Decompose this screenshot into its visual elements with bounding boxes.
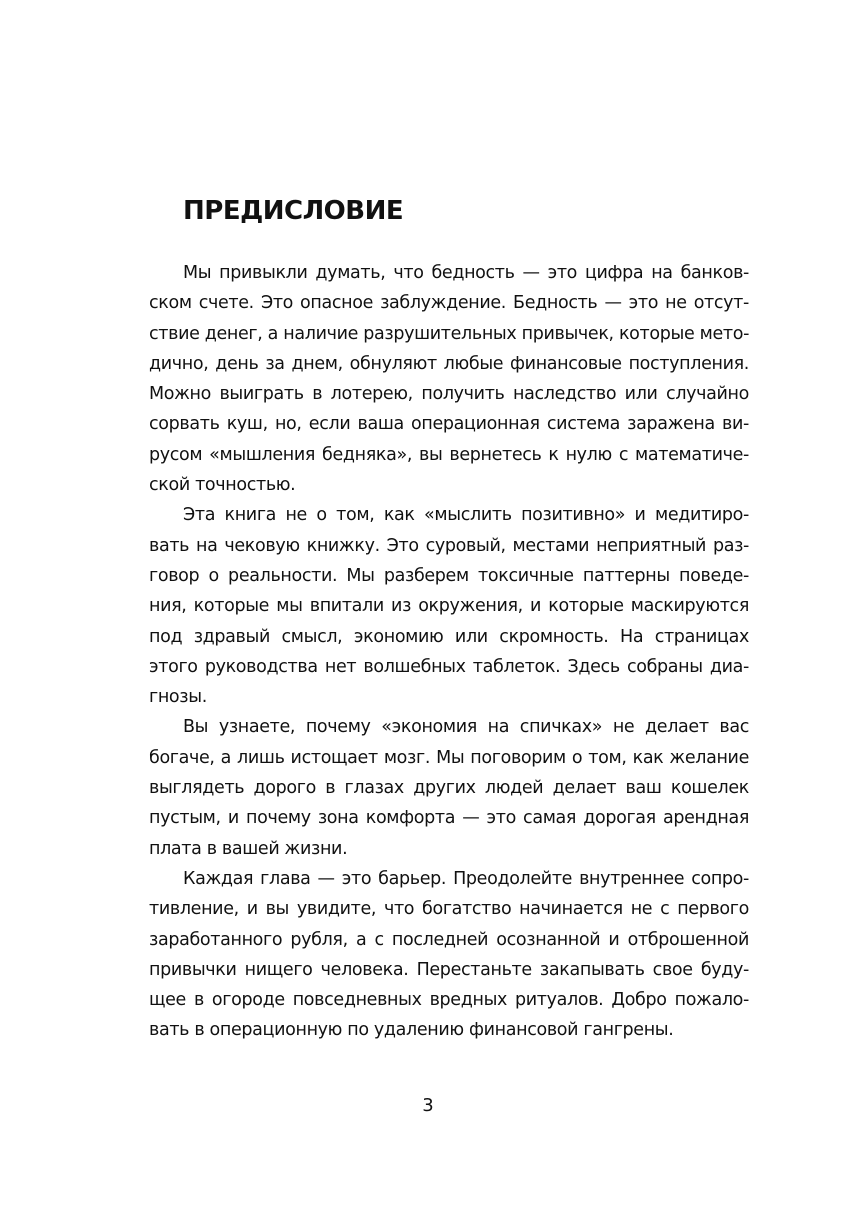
text-line: русом «мышления бедняка», вы вернетесь к нулю с математиче- bbox=[149, 444, 749, 465]
text-line: вать в операционную по удалению финансовой гангрены. bbox=[149, 1020, 674, 1041]
paragraph bbox=[149, 864, 749, 1046]
text-line: Каждая глава — это барьер. Преодолейте внутреннее сопро- bbox=[183, 868, 749, 889]
text-line: Мы привыкли думать, что бедность — это цифра на банков- bbox=[183, 263, 749, 283]
text-line: ском счете. Это опасное заблуждение. Бедность — это не отсут- bbox=[149, 293, 749, 314]
text-line: тивление, и вы увидите, что богатство начинается не с первого bbox=[149, 899, 749, 920]
text-line: этого руководства нет волшебных таблеток. Здесь собраны диа- bbox=[149, 656, 749, 677]
text-line: говор о реальности. Мы разберем токсичные паттерны поведе- bbox=[149, 565, 749, 586]
page-number: 3 bbox=[422, 1095, 434, 1116]
paragraph bbox=[149, 258, 749, 500]
paragraph bbox=[149, 500, 749, 712]
text-line: ствие денег, а наличие разрушительных привычек, которые мето- bbox=[149, 323, 750, 344]
text-line: выглядеть дорого в глазах других людей делает ваш кошелек bbox=[149, 778, 749, 799]
text-line: богаче, а лишь истощает мозг. Мы поговорим о том, как желание bbox=[149, 747, 749, 768]
text-line: гнозы. bbox=[149, 687, 207, 708]
text-line: Можно выиграть в лотерею, получить наследство или случайно bbox=[149, 384, 749, 405]
chapter-heading: ПРЕДИСЛОВИЕ bbox=[183, 196, 404, 226]
text-line: дично, день за днем, обнуляют любые финансовые поступления. bbox=[149, 353, 749, 374]
text-line: ской точностью. bbox=[149, 475, 296, 496]
text-line: ния, которые мы впитали из окружения, и которые маскируются bbox=[149, 596, 749, 617]
paragraph bbox=[149, 712, 749, 863]
text-line: привычки нищего человека. Перестаньте закапывать свое буду- bbox=[149, 959, 749, 980]
text-line: вать на чековую книжку. Это суровый, местами неприятный раз- bbox=[149, 535, 749, 556]
text-line: плата в вашей жизни. bbox=[149, 838, 348, 859]
text-line: заработанного рубля, а с последней осознанной и отброшенной bbox=[149, 929, 749, 950]
text-line: сорвать куш, но, если ваша операционная система заражена ви- bbox=[149, 414, 749, 435]
text-line: пустым, и почему зона комфорта — это самая дорогая арендная bbox=[149, 808, 749, 829]
text-line: Эта книга не о том, как «мыслить позитивно» и медитиро- bbox=[183, 505, 749, 526]
text-line: под здравый смысл, экономию или скромность. На страницах bbox=[149, 626, 749, 647]
text-line: Вы узнаете, почему «экономия на спичках» не делает вас bbox=[183, 717, 749, 738]
body-text bbox=[149, 258, 749, 1046]
text-line: щее в огороде повседневных вредных ритуалов. Добро пожало- bbox=[149, 990, 749, 1011]
